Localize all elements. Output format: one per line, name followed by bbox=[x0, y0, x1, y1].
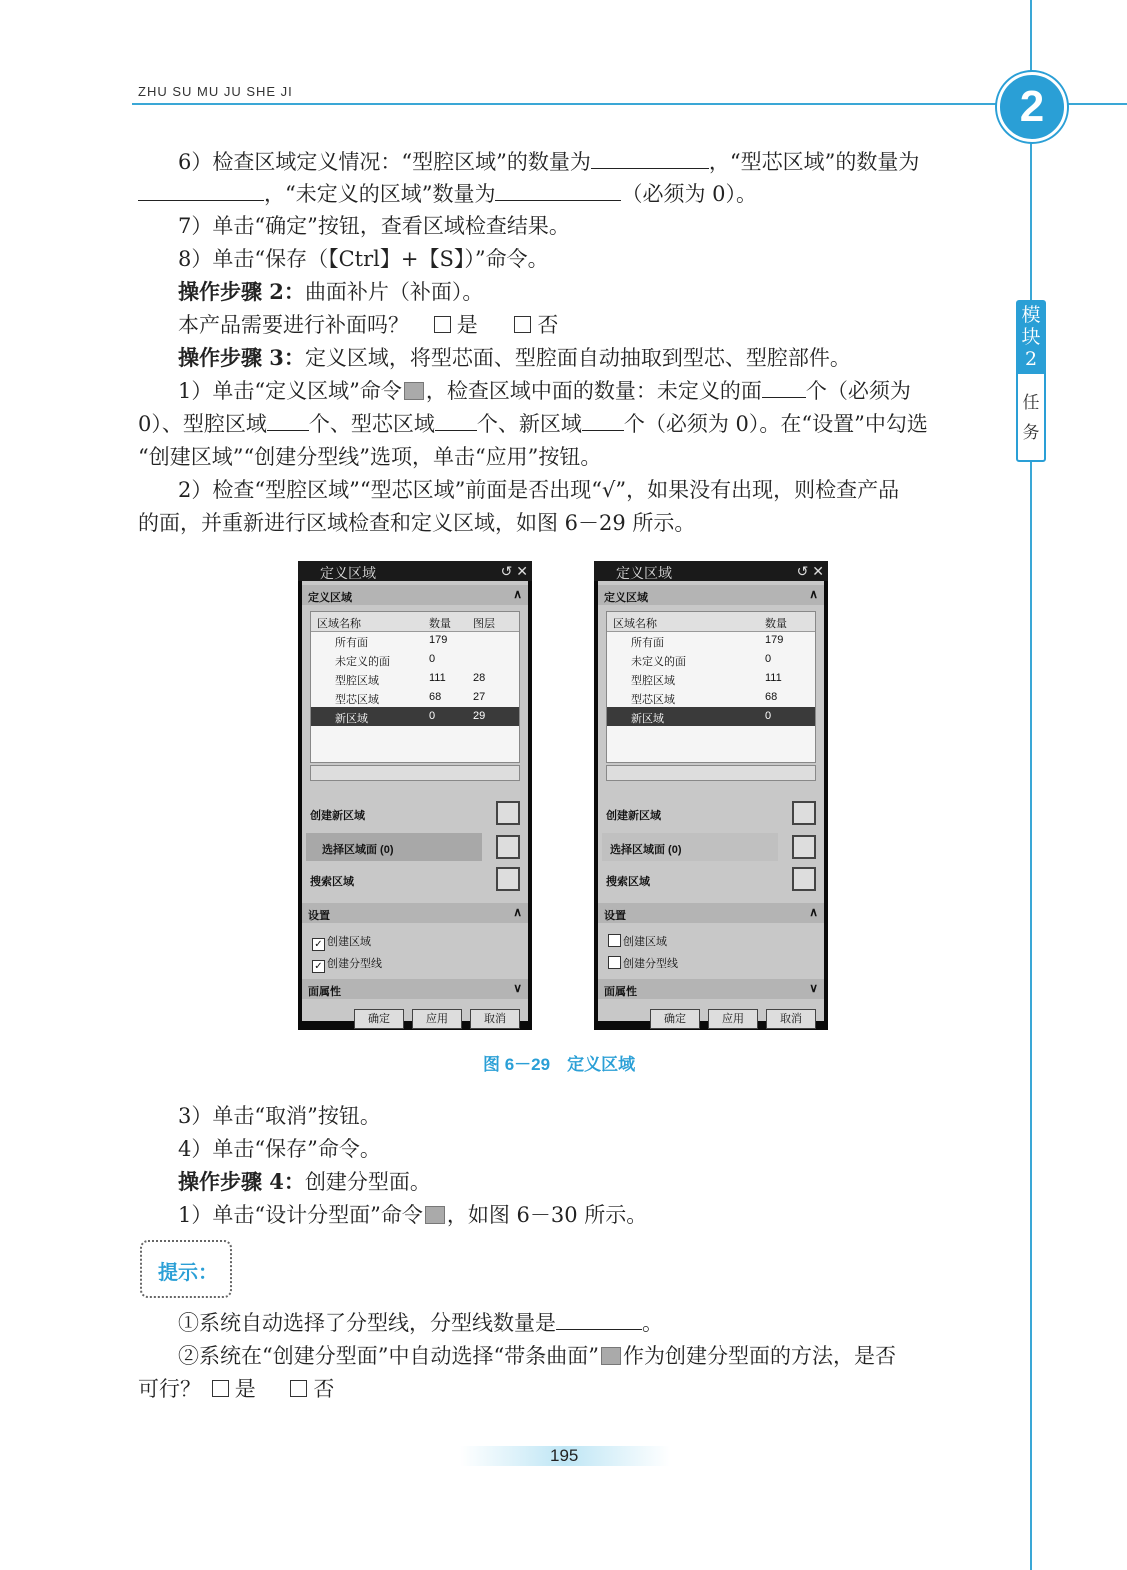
step-3-p1-cont2: “创建区域”“创建分型线”选项，单击“应用”按钮。 bbox=[138, 445, 602, 469]
header-rule bbox=[132, 103, 1127, 105]
blank bbox=[495, 182, 621, 201]
para-8: 8）单击“保存（【Ctrl】+【S】）”命令。 bbox=[178, 247, 549, 271]
checkbox-create-region[interactable] bbox=[312, 933, 371, 951]
checkbox-no[interactable] bbox=[290, 1380, 307, 1397]
check-icon: ✓ bbox=[312, 960, 325, 973]
module-tab bbox=[1016, 300, 1046, 462]
blank bbox=[138, 182, 264, 201]
cell: 0 bbox=[765, 653, 772, 665]
blank bbox=[582, 412, 624, 431]
blank bbox=[267, 412, 309, 431]
margin-rule bbox=[1030, 0, 1032, 1570]
create-new-label: 创建新区域 bbox=[606, 810, 661, 822]
search-region-icon[interactable] bbox=[792, 867, 816, 891]
text: ，如图 6－30 所示。 bbox=[446, 1203, 648, 1227]
tab-char: 2 bbox=[1024, 348, 1038, 370]
para-6-cont bbox=[138, 178, 757, 210]
text: ，“未定义的区域”数量为 bbox=[264, 182, 496, 206]
face-props-header[interactable] bbox=[302, 979, 528, 999]
section-header[interactable] bbox=[302, 585, 528, 605]
cancel-button[interactable]: 取消 bbox=[766, 1009, 816, 1029]
chapter-badge: 2 bbox=[997, 72, 1067, 142]
collapse-icon[interactable]: ∧ bbox=[809, 587, 818, 601]
text: 6）检查区域定义情况：“型腔区域”的数量为 bbox=[178, 150, 591, 174]
cell: 68 bbox=[429, 691, 442, 703]
text: 是 bbox=[234, 1377, 256, 1401]
define-region-icon bbox=[404, 382, 424, 400]
step-label: 操作步骤 2： bbox=[178, 279, 305, 304]
cell: 所有面 bbox=[335, 637, 368, 649]
cell: 新区域 bbox=[631, 713, 664, 725]
define-region-dialog-left bbox=[298, 561, 532, 1030]
cell: 0 bbox=[765, 710, 772, 722]
step-3-p2: 2）检查“型腔区域”“型芯区域”前面是否出现“√”，如果没有出现，则检查产品 bbox=[178, 478, 900, 502]
region-table bbox=[606, 611, 816, 763]
collapse-icon[interactable]: ∧ bbox=[513, 905, 522, 919]
checkbox-yes[interactable] bbox=[434, 316, 451, 333]
table-row[interactable] bbox=[311, 650, 519, 669]
expand-icon[interactable]: ∨ bbox=[809, 981, 818, 995]
text: 个、新区域 bbox=[476, 412, 582, 436]
search-region-icon[interactable] bbox=[496, 867, 520, 891]
checkbox-create-parting-line[interactable] bbox=[608, 955, 678, 971]
cell: 68 bbox=[765, 691, 778, 703]
tip-1 bbox=[178, 1307, 663, 1339]
dialog-title-bar bbox=[298, 561, 532, 581]
table-row[interactable] bbox=[607, 650, 815, 669]
cube-icon[interactable] bbox=[496, 835, 520, 859]
table-row[interactable] bbox=[311, 631, 519, 650]
module-tab-top bbox=[1018, 302, 1044, 374]
checkbox-yes[interactable] bbox=[212, 1380, 229, 1397]
step-3-p1-cont bbox=[138, 408, 928, 440]
tab-char: 模 bbox=[1021, 304, 1041, 326]
checkbox-label: 创建分型线 bbox=[327, 958, 382, 970]
dialog-body bbox=[302, 581, 528, 1025]
dialog-title: 定义区域 bbox=[320, 565, 376, 581]
text: 个（必须为 0）。在“设置”中勾选 bbox=[623, 412, 928, 436]
create-new-label: 创建新区域 bbox=[310, 810, 365, 822]
cell: 型芯区域 bbox=[631, 694, 675, 706]
cell: 179 bbox=[429, 634, 448, 646]
select-faces-row[interactable] bbox=[602, 833, 778, 861]
cube-icon[interactable] bbox=[792, 835, 816, 859]
step-label: 操作步骤 4： bbox=[178, 1169, 305, 1194]
close-icon[interactable]: ↺ ✕ bbox=[500, 563, 528, 579]
face-props-header[interactable] bbox=[598, 979, 824, 999]
checkbox-create-parting-line[interactable] bbox=[312, 955, 382, 973]
table-row-selected[interactable] bbox=[311, 707, 519, 726]
text: 。 bbox=[642, 1311, 663, 1335]
text: 定义区域，将型芯面、型腔面自动抽取到型芯、型腔部件。 bbox=[304, 346, 851, 370]
cell: 111 bbox=[765, 672, 782, 684]
step-2 bbox=[178, 276, 483, 308]
text: ②系统在“创建分型面”中自动选择“带条曲面” bbox=[178, 1344, 599, 1368]
close-icon[interactable]: ↺ ✕ bbox=[796, 563, 824, 579]
dialog-body bbox=[598, 581, 824, 1025]
settings-header[interactable] bbox=[598, 903, 824, 923]
para-7: 7）单击“确定”按钮，查看区域检查结果。 bbox=[178, 214, 570, 238]
section-label: 定义区域 bbox=[604, 592, 648, 604]
step-3 bbox=[178, 342, 851, 374]
blank bbox=[762, 379, 806, 398]
col-header: 区域名称 bbox=[317, 618, 361, 630]
tab-char: 务 bbox=[1022, 423, 1040, 443]
blank bbox=[435, 412, 477, 431]
dialog-title: 定义区域 bbox=[616, 565, 672, 581]
tip-label: 提示： bbox=[158, 1260, 218, 1284]
col-header: 图层 bbox=[473, 618, 495, 630]
dialog-title-bar bbox=[594, 561, 828, 581]
section-header[interactable] bbox=[598, 585, 824, 605]
expand-icon[interactable]: ∨ bbox=[513, 981, 522, 995]
table-row[interactable] bbox=[607, 631, 815, 650]
define-region-dialog-right bbox=[594, 561, 828, 1030]
col-header: 数量 bbox=[429, 618, 451, 630]
para-6 bbox=[178, 146, 919, 178]
tip-2-cont bbox=[138, 1373, 334, 1405]
tab-char: 任 bbox=[1022, 393, 1040, 413]
table-header bbox=[607, 612, 815, 632]
cell: 型腔区域 bbox=[631, 675, 675, 687]
strip-surface-icon bbox=[601, 1347, 621, 1365]
text: 0）、型腔区域 bbox=[138, 412, 267, 436]
table-row[interactable] bbox=[607, 669, 815, 688]
text: 1）单击“设计分型面”命令 bbox=[178, 1203, 423, 1227]
text: 1）单击“定义区域”命令 bbox=[178, 379, 402, 403]
cell: 新区域 bbox=[335, 713, 368, 725]
section-label: 设置 bbox=[604, 910, 626, 922]
checkbox-label: 创建分型线 bbox=[623, 958, 678, 970]
table-row-selected[interactable] bbox=[607, 707, 815, 726]
question-1 bbox=[178, 309, 558, 341]
checkbox-label: 创建区域 bbox=[327, 936, 371, 948]
cancel-button[interactable]: 取消 bbox=[470, 1009, 520, 1029]
text: ，“型芯区域”的数量为 bbox=[708, 150, 920, 174]
checkbox-create-region[interactable] bbox=[608, 933, 667, 949]
text: 作为创建分型面的方法，是否 bbox=[622, 1344, 896, 1368]
text: 可行？ bbox=[138, 1377, 201, 1401]
search-region-label: 搜索区域 bbox=[606, 876, 650, 888]
page-number-band bbox=[460, 1446, 670, 1466]
section-label: 面属性 bbox=[604, 986, 637, 998]
step-label: 操作步骤 3： bbox=[178, 345, 305, 370]
cell: 未定义的面 bbox=[335, 656, 390, 668]
settings-header[interactable] bbox=[302, 903, 528, 923]
checkbox-no[interactable] bbox=[514, 316, 531, 333]
table-row[interactable] bbox=[311, 669, 519, 688]
cell: 29 bbox=[473, 710, 486, 722]
text: 是 bbox=[456, 313, 478, 337]
text: ①系统自动选择了分型线，分型线数量是 bbox=[178, 1311, 556, 1335]
table-header bbox=[311, 612, 519, 632]
checkbox-label: 创建区域 bbox=[623, 936, 667, 948]
horizontal-scrollbar[interactable] bbox=[606, 765, 816, 781]
cell: 所有面 bbox=[631, 637, 664, 649]
cell: 28 bbox=[473, 672, 486, 684]
page-number: 195 bbox=[550, 1446, 579, 1465]
tab-char: 块 bbox=[1021, 326, 1041, 348]
collapse-icon[interactable]: ∧ bbox=[513, 587, 522, 601]
section-label: 面属性 bbox=[308, 986, 341, 998]
para-4: 4）单击“保存”命令。 bbox=[178, 1137, 381, 1161]
blank bbox=[591, 150, 709, 169]
checkbox-empty-icon bbox=[608, 956, 621, 969]
text: 个（必须为 bbox=[805, 379, 911, 403]
step-3-p1 bbox=[178, 375, 911, 407]
text: ，检查区域中面的数量：未定义的面 bbox=[425, 379, 762, 403]
running-title: ZHU SU MU JU SHE JI bbox=[138, 84, 293, 99]
figure-caption: 图 6－29 定义区域 bbox=[483, 1055, 636, 1074]
cell: 未定义的面 bbox=[631, 656, 686, 668]
text: 否 bbox=[313, 1377, 335, 1401]
text: 否 bbox=[537, 313, 559, 337]
create-region-icon[interactable] bbox=[496, 801, 520, 825]
section-label: 设置 bbox=[308, 910, 330, 922]
col-header: 数量 bbox=[765, 618, 787, 630]
cell: 0 bbox=[429, 653, 436, 665]
apply-button[interactable]: 应用 bbox=[412, 1009, 462, 1029]
para-3: 3）单击“取消”按钮。 bbox=[178, 1104, 381, 1128]
cell: 0 bbox=[429, 710, 436, 722]
select-faces-label: 选择区域面 (0) bbox=[322, 844, 394, 856]
blank bbox=[556, 1311, 642, 1330]
text: 本产品需要进行补面吗？ bbox=[178, 313, 409, 337]
module-tab-bottom bbox=[1018, 388, 1044, 448]
collapse-icon[interactable]: ∧ bbox=[809, 905, 818, 919]
check-icon: ✓ bbox=[312, 938, 325, 951]
step-3-p2-cont: 的面，并重新进行区域检查和定义区域，如图 6－29 所示。 bbox=[138, 511, 696, 535]
text: 个、型芯区域 bbox=[308, 412, 435, 436]
ok-button[interactable]: 确定 bbox=[650, 1009, 700, 1029]
select-faces-label: 选择区域面 (0) bbox=[610, 844, 682, 856]
col-header: 区域名称 bbox=[613, 618, 657, 630]
table-row[interactable] bbox=[311, 688, 519, 707]
step-4 bbox=[178, 1166, 431, 1198]
tip-2 bbox=[178, 1340, 896, 1372]
checkbox-empty-icon bbox=[608, 934, 621, 947]
cell: 型腔区域 bbox=[335, 675, 379, 687]
table-row[interactable] bbox=[607, 688, 815, 707]
apply-button[interactable]: 应用 bbox=[708, 1009, 758, 1029]
create-region-icon[interactable] bbox=[792, 801, 816, 825]
cell: 27 bbox=[473, 691, 486, 703]
text: 创建分型面。 bbox=[304, 1170, 431, 1194]
text: （必须为 0）。 bbox=[621, 182, 758, 206]
cell: 111 bbox=[429, 672, 446, 684]
select-faces-row[interactable] bbox=[306, 833, 482, 861]
ok-button[interactable]: 确定 bbox=[354, 1009, 404, 1029]
region-table bbox=[310, 611, 520, 763]
search-region-label: 搜索区域 bbox=[310, 876, 354, 888]
cell: 179 bbox=[765, 634, 784, 646]
text: 曲面补片（补面）。 bbox=[304, 280, 484, 304]
design-parting-surface-icon bbox=[425, 1206, 445, 1224]
tip-badge bbox=[140, 1240, 232, 1298]
horizontal-scrollbar[interactable] bbox=[310, 765, 520, 781]
section-label: 定义区域 bbox=[308, 592, 352, 604]
step-4-p1 bbox=[178, 1199, 647, 1231]
cell: 型芯区域 bbox=[335, 694, 379, 706]
